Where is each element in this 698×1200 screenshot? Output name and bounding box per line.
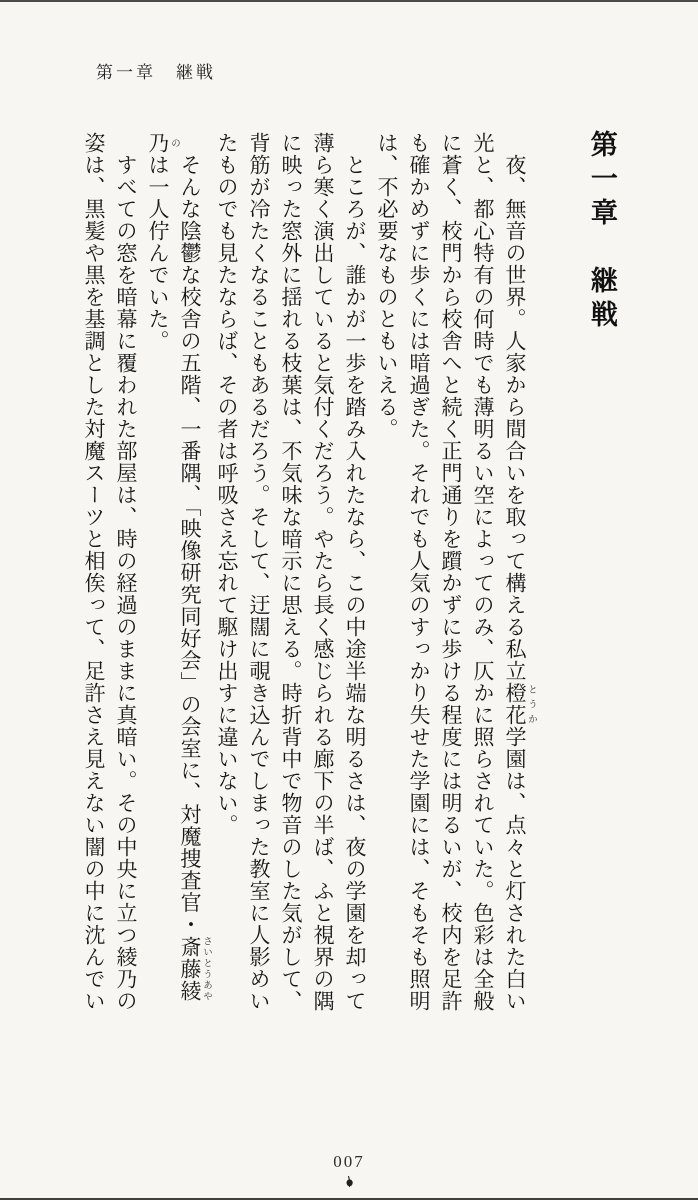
paragraph: 夜、無音の世界。人家から間合いを取って構える私立橙花 とうか学園は、点々と灯された白い光と、都心特有の何時でも薄明るい空によってのみ、仄かに照らされていた。色彩は全般に蒼く、校門から校舎へと続く正門通りを躓かずに歩ける程度には明るいが、校内を足許も確かめずに歩くには暗過ぎた。それでも人気のすっかり失せた学園には、そもそも照明は、不必要なものともいえる。: [375, 132, 536, 1012]
paragraph: そんな陰鬱な校舎の五階、一番隅、「映像研究同好会」の会室に、対魔捜査官・斎藤 さいとう綾 あや乃 のは一人佇んでいた。: [146, 132, 211, 1002]
page-footer: [0, 1152, 698, 1192]
paragraph: すべての窓を暗幕に覆われた部屋は、時の経過のままに真暗い。その中央に立つ綾乃の姿は、黒髪や黒を基調とした対魔スーツと相俟って、足許さえ見えない闇の中に沈んでい: [82, 132, 138, 1012]
running-header: 第一章 継戦: [96, 63, 216, 82]
leaf-ornament-icon: [344, 1173, 355, 1187]
chapter-title: 第一章 継戦: [586, 130, 617, 334]
page-top-edge: [0, 0, 698, 2]
body-text: [78, 132, 536, 1014]
paragraph: ところが、誰かが一歩を踏み入れたなら、この中途半端な明るさは、夜の学園を却って薄ら寒く演出していると気付くだろう。やたら長く感じられる廊下の半ば、ふと視界の隅に映った窓外に揺れる枝葉は、不気味な暗示に思える。時折背中で物音のした気がして、背筋が冷たくなることもあるだろう。そして、迂闊に覗き込んでしまった教室に人影めいたものでも見たならば、その者は呼吸さえ忘れて駆け出すに違いない。: [215, 132, 367, 1012]
page-number: 007: [333, 1152, 365, 1171]
